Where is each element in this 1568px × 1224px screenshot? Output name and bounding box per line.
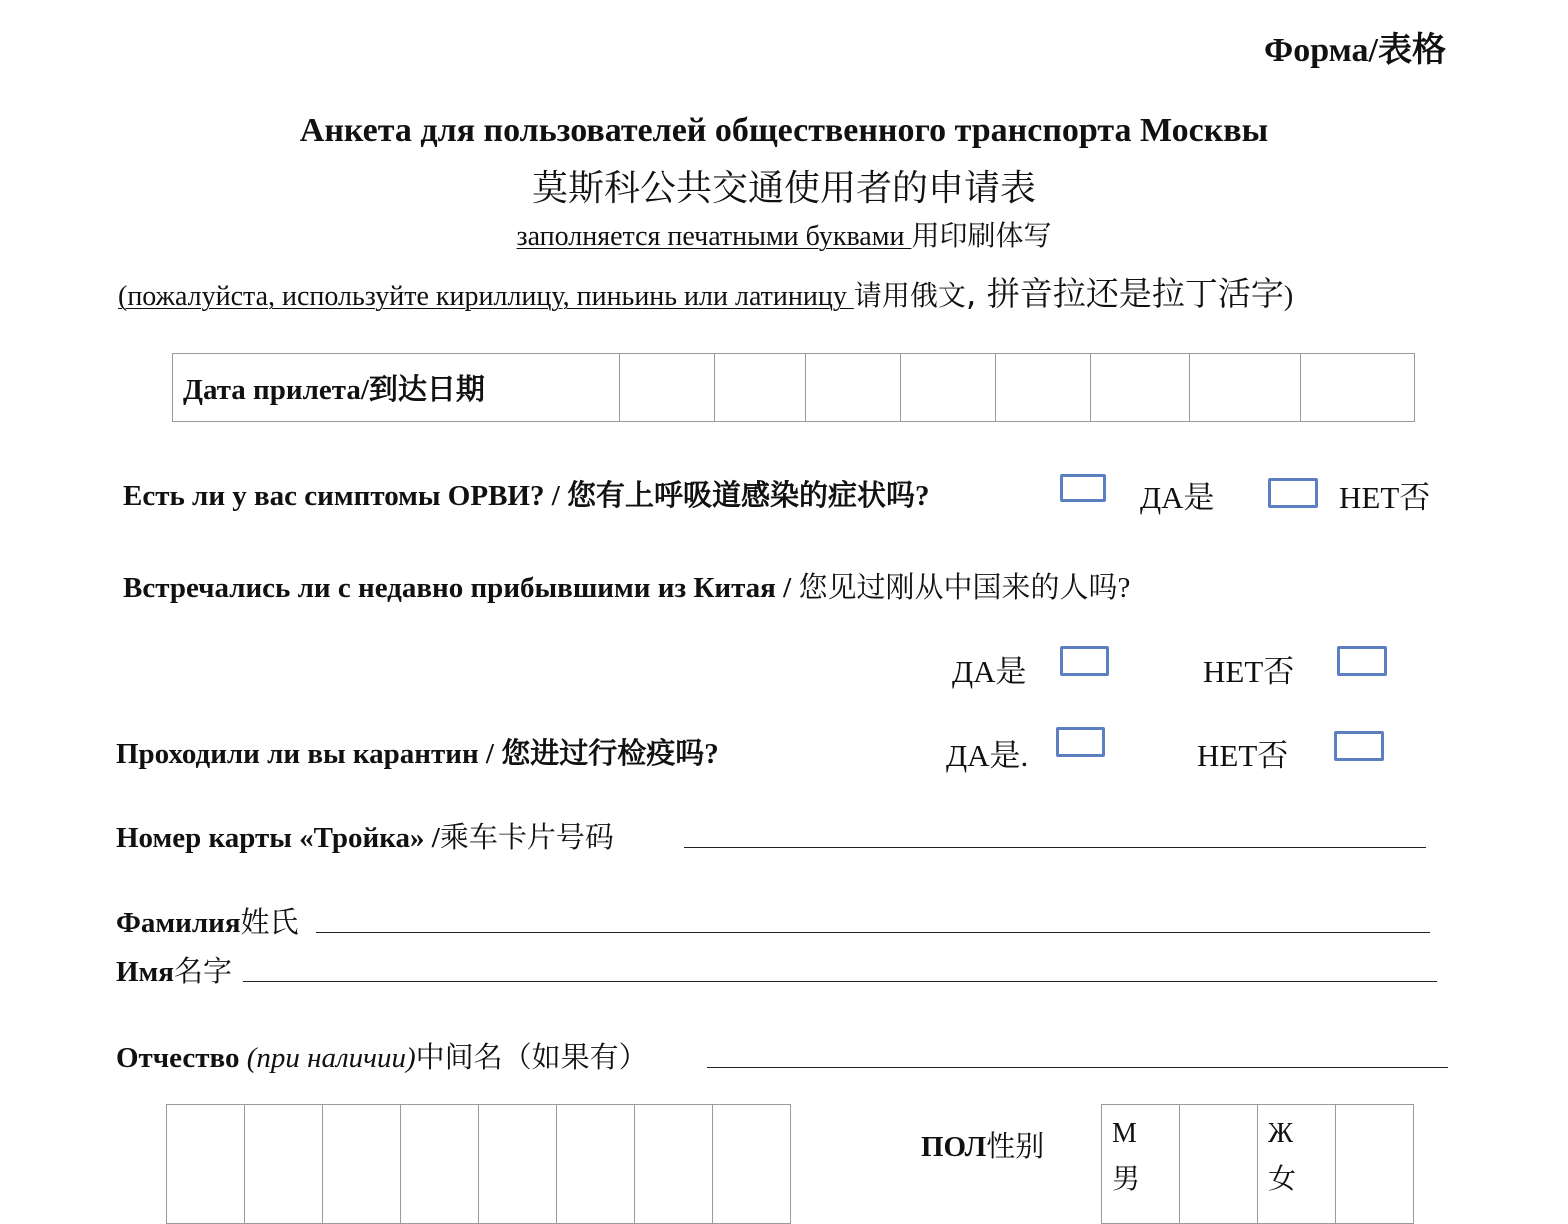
arrival-date-label: Дата прилета/到达日期 xyxy=(173,354,620,422)
gender-female-ru: Ж xyxy=(1268,1118,1294,1149)
title-zh: 莫斯科公共交通使用者的申请表 xyxy=(531,168,1036,209)
troika-label-zh: 乘车卡片号码 xyxy=(439,822,614,854)
title-ru: Анкета для пользователей общественного транспорта Москвы xyxy=(299,112,1269,149)
troika-label xyxy=(116,815,614,856)
grid-input-cell[interactable] xyxy=(167,1105,245,1224)
grid-input-cell[interactable] xyxy=(479,1105,557,1224)
gender-grid xyxy=(1101,1104,1414,1224)
quarantine-no-label: НЕТ否 xyxy=(1197,738,1289,773)
quarantine-no-checkbox[interactable] xyxy=(1334,731,1384,761)
contact-no-checkbox[interactable] xyxy=(1337,646,1387,676)
arrival-date-grid xyxy=(172,353,1415,422)
gender-label-zh: 性别 xyxy=(986,1131,1045,1163)
patronymic-field[interactable] xyxy=(707,1067,1448,1068)
gender-female-mark-cell[interactable] xyxy=(1336,1105,1414,1224)
arrival-date-cell[interactable] xyxy=(1091,354,1190,422)
note-zh-a: 请用俄文 xyxy=(853,281,966,312)
gender-male-mark-cell[interactable] xyxy=(1180,1105,1258,1224)
gender-label xyxy=(921,1124,1044,1165)
instruction-zh: 用印刷体写 xyxy=(911,221,1052,252)
name-label-zh: 名字 xyxy=(174,956,233,988)
contact-no-label: НЕТ否 xyxy=(1203,654,1295,689)
instruction-ru: заполняется печатными буквами xyxy=(516,221,912,252)
note-ru: (пожалуйста, используйте кириллицу, пиньинь или латиницу xyxy=(118,281,854,312)
name-label xyxy=(116,949,232,990)
note-zh-b: , 拼音拉还是拉丁活字 xyxy=(965,274,1284,313)
arrival-date-cell[interactable] xyxy=(996,354,1091,422)
question-quarantine: Проходили ли вы карантин / 您进过行检疫吗? xyxy=(116,738,719,770)
surname-label-zh: 姓氏 xyxy=(240,907,299,939)
gender-male-zh: 男 xyxy=(1112,1164,1141,1195)
bottom-input-grid xyxy=(166,1104,791,1224)
arrival-date-cell[interactable] xyxy=(715,354,806,422)
question-contact-ru: Встречались ли с недавно прибывшими из Китая / xyxy=(123,572,799,604)
symptoms-no-checkbox[interactable] xyxy=(1268,478,1318,508)
symptoms-no-label: НЕТ否 xyxy=(1339,480,1431,515)
instruction-line xyxy=(0,214,1568,254)
grid-input-cell[interactable] xyxy=(557,1105,635,1224)
arrival-date-cell[interactable] xyxy=(620,354,715,422)
question-symptoms: Есть ли у вас симптомы ОРВИ? / 您有上呼吸道感染的症状吗? xyxy=(123,480,930,512)
contact-yes-checkbox[interactable] xyxy=(1060,646,1109,676)
patronymic-label-italic: (при наличии) xyxy=(246,1042,416,1074)
surname-label xyxy=(116,900,299,941)
symptoms-yes-label: ДА是 xyxy=(1140,480,1215,515)
patronymic-label-ru: Отчество xyxy=(116,1042,247,1074)
question-contact-zh: 您见过刚从中国来的人吗? xyxy=(798,572,1131,604)
gender-male-cell xyxy=(1102,1105,1180,1224)
gender-female-cell xyxy=(1258,1105,1336,1224)
gender-female-zh: 女 xyxy=(1268,1164,1297,1195)
name-label-ru: Имя xyxy=(116,956,174,988)
quarantine-yes-label: ДА是. xyxy=(946,738,1029,773)
grid-input-cell[interactable] xyxy=(401,1105,479,1224)
grid-input-cell[interactable] xyxy=(245,1105,323,1224)
troika-number-field[interactable] xyxy=(684,847,1426,848)
form-label: Форма/表格 xyxy=(1264,32,1446,69)
symptoms-yes-checkbox[interactable] xyxy=(1060,474,1106,502)
arrival-date-cell[interactable] xyxy=(1301,354,1415,422)
patronymic-label xyxy=(116,1035,648,1076)
quarantine-yes-checkbox[interactable] xyxy=(1056,727,1105,757)
surname-field[interactable] xyxy=(316,932,1430,933)
patronymic-label-zh: 中间名（如果有） xyxy=(415,1042,648,1074)
grid-input-cell[interactable] xyxy=(323,1105,401,1224)
arrival-date-cell[interactable] xyxy=(901,354,996,422)
gender-male-ru: М xyxy=(1112,1118,1137,1149)
contact-yes-label: ДА是 xyxy=(952,654,1027,689)
note-close: ) xyxy=(1283,281,1294,312)
surname-label-ru: Фамилия xyxy=(116,907,241,939)
arrival-date-cell[interactable] xyxy=(806,354,901,422)
gender-label-ru: ПОЛ xyxy=(921,1131,987,1163)
note-line xyxy=(118,268,1293,315)
grid-input-cell[interactable] xyxy=(713,1105,791,1224)
name-field[interactable] xyxy=(243,981,1437,982)
troika-label-ru: Номер карты «Тройка» / xyxy=(116,822,440,854)
arrival-date-cell[interactable] xyxy=(1190,354,1301,422)
grid-input-cell[interactable] xyxy=(635,1105,713,1224)
question-contact xyxy=(123,565,1130,606)
